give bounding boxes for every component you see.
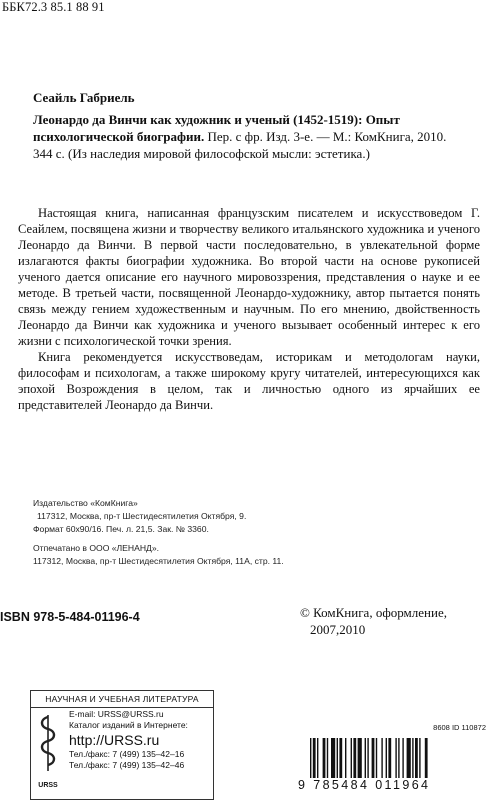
classification-code: ББК72.3 85.1 88 91 bbox=[2, 0, 105, 14]
urss-logo-text: URSS bbox=[38, 782, 58, 789]
barcode-bar bbox=[415, 738, 418, 778]
barcode bbox=[298, 723, 488, 800]
barcode-bar bbox=[323, 738, 326, 778]
barcode-code: 8608 ID 110872 bbox=[433, 723, 486, 732]
annotation bbox=[18, 205, 480, 413]
barcode-bar bbox=[327, 738, 328, 778]
annotation-paragraph-2: Книга рекомендуется искусствоведам, историкам и методологам науки, философам и психологам, а также широкому кругу читателей, интересующихся как эпохой Возрождения в целом, так и личностью одного из ярчайших ее представителей Леонардо да Винчи. bbox=[18, 350, 480, 412]
copyright bbox=[300, 604, 447, 638]
barcode-bar bbox=[358, 738, 362, 778]
barcode-bar bbox=[425, 738, 428, 778]
printed-by: Отпечатано в ООО «ЛЕНАНД». bbox=[33, 542, 160, 553]
pages-series: 344 с. (Из наследия мировой философской мысли: эстетика.) bbox=[33, 146, 370, 161]
publisher-name: Издательство «КомКнига» bbox=[33, 498, 138, 508]
barcode-bar bbox=[395, 738, 396, 778]
barcode-bar bbox=[388, 738, 391, 778]
printer-address: 117312, Москва, пр-т Шестидесятилетия Октября, 11А, стр. 11. bbox=[33, 555, 284, 566]
barcode-bar bbox=[381, 738, 382, 778]
barcode-bar bbox=[386, 738, 387, 778]
annotation-paragraph-1: Настоящая книга, написанная французским писателем и искусствоведом Г. Сеайлем, посвящена жизни и творчеству великого итальянского художника и ученого Леонардо да Винчи. В первой части последовательно, в увлекательной форме излагаются факты биографии художника. Во второй части на основе рукописей ученого дается описание его научного мировоззрения, представления о науке и ее методе. В третьей части, посвященной Леонардо-художнику, автор пытается понять связь между гением художественным и научным. По его мнению, двойственность Леонардо да Винчи как художника и ученого вызывает особенный интерес к его жизни с психологической точки зрения. bbox=[18, 206, 480, 348]
barcode-bar bbox=[407, 738, 411, 778]
isbn: ISBN 978-5-484-01196-4 bbox=[0, 610, 140, 624]
copyright-line-2: 2007,2010 bbox=[310, 622, 366, 637]
publisher-box bbox=[30, 690, 214, 800]
edition-info: Пер. с фр. Изд. 3-е. — М.: КомКнига, 2010. bbox=[204, 129, 447, 144]
format-info: Формат 60х90/16. Печ. л. 21,5. Зак. № 3360. bbox=[33, 524, 209, 535]
barcode-bar bbox=[331, 738, 335, 778]
barcode-bar bbox=[365, 738, 366, 778]
barcode-bar bbox=[345, 738, 346, 778]
publisher-address: 117312, Москва, пр-т Шестидесятилетия Октября, 9. bbox=[37, 511, 247, 522]
publisher-email: E-mail: URSS@URSS.ru bbox=[69, 709, 164, 719]
barcode-bar bbox=[402, 738, 403, 778]
bibliographic-record bbox=[33, 111, 481, 162]
barcode-digits: 9 785484 011964 bbox=[298, 778, 431, 792]
publisher-site: http://URSS.ru bbox=[69, 732, 160, 748]
book-title: Леонардо да Винчи как художник и ученый (1452-1519): Опыт психологической биографии. bbox=[33, 112, 400, 144]
barcode-bar bbox=[337, 738, 338, 778]
copyright-line-1: © КомКнига, оформление, bbox=[300, 605, 447, 620]
barcode-bar bbox=[351, 738, 352, 778]
barcode-bar bbox=[313, 738, 316, 778]
barcode-bar bbox=[310, 738, 311, 778]
catalog-label: Каталог изданий в Интернете: bbox=[69, 720, 188, 730]
barcode-bar bbox=[367, 738, 368, 778]
barcode-bar bbox=[317, 738, 318, 778]
phone-2: Тел./факс: 7 (499) 135–42–46 bbox=[69, 760, 185, 770]
urss-logo-icon bbox=[35, 713, 61, 789]
imprint-block bbox=[33, 497, 433, 568]
author-name: Сеайль Габриель bbox=[33, 90, 135, 105]
barcode-bar bbox=[353, 738, 356, 778]
barcode-bar bbox=[398, 738, 399, 778]
barcode-bar bbox=[372, 738, 375, 778]
phone-1: Тел./факс: 7 (499) 135–42–16 bbox=[69, 749, 185, 759]
barcode-bar bbox=[339, 738, 342, 778]
barcode-bar bbox=[419, 738, 420, 778]
barcode-bar bbox=[376, 738, 377, 778]
barcode-bars bbox=[310, 738, 482, 778]
publisher-box-header: НАУЧНАЯ И УЧЕБНАЯ ЛИТЕРАТУРА bbox=[31, 691, 213, 708]
barcode-bar bbox=[412, 738, 413, 778]
